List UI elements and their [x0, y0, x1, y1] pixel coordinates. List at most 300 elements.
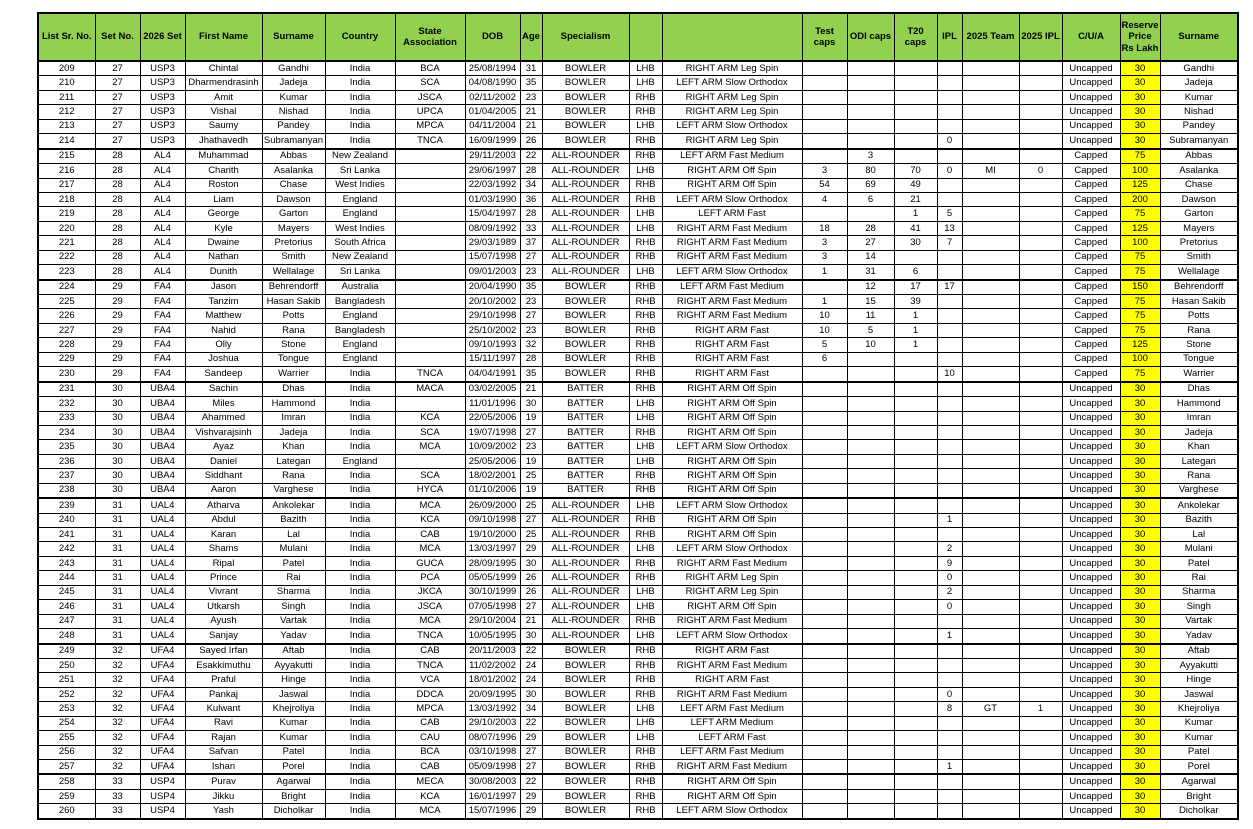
ipl-cell[interactable] [937, 323, 962, 337]
batting_hand-cell[interactable]: RHB [629, 425, 662, 439]
ipl_2025-cell[interactable] [1019, 469, 1062, 483]
odi_caps-cell[interactable] [847, 528, 894, 542]
country-cell[interactable]: West Indies [325, 178, 395, 192]
cua-cell[interactable]: Uncapped [1062, 513, 1120, 527]
age-cell[interactable]: 30 [520, 397, 542, 411]
state_association-cell[interactable] [395, 323, 465, 337]
surname_dup-cell[interactable]: Abbas [1160, 149, 1238, 164]
cua-cell[interactable]: Uncapped [1062, 483, 1120, 498]
surname-cell[interactable]: Khejroliya [262, 702, 325, 716]
batting_hand-cell[interactable]: RHB [629, 745, 662, 759]
surname_dup-cell[interactable]: Dhas [1160, 382, 1238, 397]
state_association-cell[interactable]: SCA [395, 469, 465, 483]
odi_caps-cell[interactable] [847, 425, 894, 439]
dob-cell[interactable]: 22/05/2006 [465, 411, 520, 425]
team_2025-cell[interactable] [962, 571, 1019, 585]
ipl-cell[interactable]: 0 [937, 134, 962, 149]
state_association-cell[interactable] [395, 192, 465, 206]
age-cell[interactable]: 24 [520, 673, 542, 687]
bowling_style-cell[interactable]: LEFT ARM Fast [662, 207, 802, 221]
dob-cell[interactable]: 10/09/2002 [465, 440, 520, 454]
t20_caps-cell[interactable]: 1 [894, 338, 937, 352]
reserve_price-cell[interactable]: 200 [1120, 192, 1160, 206]
test_caps-cell[interactable] [802, 76, 847, 90]
team_2025-cell[interactable] [962, 528, 1019, 542]
state_association-cell[interactable]: DDCA [395, 687, 465, 701]
batting_hand-cell[interactable]: RHB [629, 323, 662, 337]
surname_dup-cell[interactable]: Ankolekar [1160, 498, 1238, 513]
age-cell[interactable]: 30 [520, 556, 542, 570]
batting_hand-cell[interactable]: RHB [629, 236, 662, 250]
first_name-cell[interactable]: Sayed Irfan [185, 644, 262, 659]
state_association-cell[interactable] [395, 295, 465, 309]
batting_hand-cell[interactable]: LHB [629, 440, 662, 454]
bowling_style-cell[interactable]: RIGHT ARM Leg Spin [662, 134, 802, 149]
ipl_2025-cell[interactable] [1019, 192, 1062, 206]
reserve_price-cell[interactable]: 30 [1120, 731, 1160, 745]
first_name-cell[interactable]: Abdul [185, 513, 262, 527]
cua-cell[interactable]: Uncapped [1062, 440, 1120, 454]
reserve_price-cell[interactable]: 30 [1120, 644, 1160, 659]
country-cell[interactable]: India [325, 498, 395, 513]
bowling_style-cell[interactable]: RIGHT ARM Off Spin [662, 483, 802, 498]
list_sr_no-cell[interactable]: 222 [38, 250, 95, 264]
surname_dup-cell[interactable]: Aftab [1160, 644, 1238, 659]
test_caps-cell[interactable] [802, 513, 847, 527]
state_association-cell[interactable]: BCA [395, 61, 465, 76]
surname_dup-cell[interactable]: Stone [1160, 338, 1238, 352]
age-cell[interactable]: 29 [520, 804, 542, 819]
country-cell[interactable]: India [325, 687, 395, 701]
surname-cell[interactable]: Dawson [262, 192, 325, 206]
surname_dup-cell[interactable]: Tongue [1160, 352, 1238, 366]
first_name-cell[interactable]: Kulwant [185, 702, 262, 716]
reserve_price-cell[interactable]: 30 [1120, 411, 1160, 425]
country-cell[interactable]: India [325, 513, 395, 527]
ipl_2025-cell[interactable] [1019, 789, 1062, 803]
team_2025-cell[interactable] [962, 352, 1019, 366]
ipl_2025-cell[interactable] [1019, 716, 1062, 730]
bowling_style-cell[interactable]: RIGHT ARM Fast [662, 352, 802, 366]
set_2026-cell[interactable]: USP3 [140, 90, 185, 104]
surname-cell[interactable]: Jadeja [262, 425, 325, 439]
first_name-cell[interactable]: Praful [185, 673, 262, 687]
ipl_2025-cell[interactable] [1019, 629, 1062, 644]
ipl-cell[interactable]: 9 [937, 556, 962, 570]
batting_hand-cell[interactable]: LHB [629, 702, 662, 716]
team_2025-cell[interactable] [962, 90, 1019, 104]
age-cell[interactable]: 21 [520, 105, 542, 119]
dob-cell[interactable]: 25/08/1994 [465, 61, 520, 76]
ipl-cell[interactable]: 10 [937, 367, 962, 382]
list_sr_no-cell[interactable]: 214 [38, 134, 95, 149]
reserve_price-cell[interactable]: 30 [1120, 789, 1160, 803]
state_association-cell[interactable] [395, 338, 465, 352]
first_name-cell[interactable]: Liam [185, 192, 262, 206]
surname_dup-cell[interactable]: Sharma [1160, 585, 1238, 599]
list_sr_no-cell[interactable]: 240 [38, 513, 95, 527]
batting_hand-cell[interactable]: LHB [629, 164, 662, 178]
odi_caps-cell[interactable] [847, 61, 894, 76]
dob-cell[interactable]: 20/10/2002 [465, 295, 520, 309]
dob-cell[interactable]: 20/11/2003 [465, 644, 520, 659]
test_caps-cell[interactable]: 4 [802, 192, 847, 206]
state_association-cell[interactable]: TNCA [395, 134, 465, 149]
country-cell[interactable]: India [325, 731, 395, 745]
odi_caps-cell[interactable] [847, 76, 894, 90]
surname-cell[interactable]: Asalanka [262, 164, 325, 178]
column-header-ipl_2025[interactable]: 2025 IPL [1019, 13, 1062, 61]
team_2025-cell[interactable] [962, 687, 1019, 701]
team_2025-cell[interactable] [962, 600, 1019, 614]
country-cell[interactable]: West Indies [325, 221, 395, 235]
surname_dup-cell[interactable]: Imran [1160, 411, 1238, 425]
batting_hand-cell[interactable]: RHB [629, 469, 662, 483]
surname-cell[interactable]: Behrendorff [262, 280, 325, 295]
cua-cell[interactable]: Uncapped [1062, 716, 1120, 730]
reserve_price-cell[interactable]: 30 [1120, 687, 1160, 701]
country-cell[interactable]: Sri Lanka [325, 265, 395, 280]
state_association-cell[interactable] [395, 397, 465, 411]
dob-cell[interactable]: 29/11/2003 [465, 149, 520, 164]
first_name-cell[interactable]: Miles [185, 397, 262, 411]
surname-cell[interactable]: Ayyakutti [262, 658, 325, 672]
odi_caps-cell[interactable] [847, 207, 894, 221]
ipl-cell[interactable] [937, 105, 962, 119]
cua-cell[interactable]: Uncapped [1062, 498, 1120, 513]
set_no-cell[interactable]: 31 [95, 629, 140, 644]
cua-cell[interactable]: Uncapped [1062, 585, 1120, 599]
country-cell[interactable]: India [325, 760, 395, 775]
first_name-cell[interactable]: Utkarsh [185, 600, 262, 614]
t20_caps-cell[interactable] [894, 528, 937, 542]
country-cell[interactable]: India [325, 556, 395, 570]
batting_hand-cell[interactable]: RHB [629, 250, 662, 264]
specialism-cell[interactable]: BOWLER [542, 119, 629, 133]
test_caps-cell[interactable] [802, 280, 847, 295]
team_2025-cell[interactable] [962, 119, 1019, 133]
t20_caps-cell[interactable] [894, 352, 937, 366]
surname-cell[interactable]: Abbas [262, 149, 325, 164]
surname_dup-cell[interactable]: Potts [1160, 309, 1238, 323]
list_sr_no-cell[interactable]: 226 [38, 309, 95, 323]
test_caps-cell[interactable] [802, 105, 847, 119]
list_sr_no-cell[interactable]: 241 [38, 528, 95, 542]
state_association-cell[interactable]: SCA [395, 76, 465, 90]
ipl_2025-cell[interactable] [1019, 207, 1062, 221]
set_2026-cell[interactable]: FA4 [140, 338, 185, 352]
odi_caps-cell[interactable] [847, 687, 894, 701]
first_name-cell[interactable]: Muhammad [185, 149, 262, 164]
cua-cell[interactable]: Uncapped [1062, 119, 1120, 133]
list_sr_no-cell[interactable]: 237 [38, 469, 95, 483]
reserve_price-cell[interactable]: 100 [1120, 236, 1160, 250]
first_name-cell[interactable]: Nahid [185, 323, 262, 337]
surname_dup-cell[interactable]: Rai [1160, 571, 1238, 585]
state_association-cell[interactable] [395, 280, 465, 295]
specialism-cell[interactable]: ALL-ROUNDER [542, 600, 629, 614]
list_sr_no-cell[interactable]: 252 [38, 687, 95, 701]
surname-cell[interactable]: Porel [262, 760, 325, 775]
specialism-cell[interactable]: ALL-ROUNDER [542, 236, 629, 250]
surname-cell[interactable]: Mulani [262, 542, 325, 556]
column-header-surname[interactable]: Surname [262, 13, 325, 61]
t20_caps-cell[interactable]: 17 [894, 280, 937, 295]
surname_dup-cell[interactable]: Khan [1160, 440, 1238, 454]
bowling_style-cell[interactable]: RIGHT ARM Fast [662, 338, 802, 352]
cua-cell[interactable]: Capped [1062, 164, 1120, 178]
reserve_price-cell[interactable]: 30 [1120, 614, 1160, 628]
dob-cell[interactable]: 02/11/2002 [465, 90, 520, 104]
country-cell[interactable]: India [325, 629, 395, 644]
team_2025-cell[interactable] [962, 411, 1019, 425]
dob-cell[interactable]: 03/02/2005 [465, 382, 520, 397]
test_caps-cell[interactable] [802, 498, 847, 513]
set_no-cell[interactable]: 31 [95, 585, 140, 599]
dob-cell[interactable]: 30/10/1999 [465, 585, 520, 599]
surname-cell[interactable]: Smith [262, 250, 325, 264]
surname_dup-cell[interactable]: Bazith [1160, 513, 1238, 527]
first_name-cell[interactable]: Jhathavedh [185, 134, 262, 149]
first_name-cell[interactable]: Rajan [185, 731, 262, 745]
batting_hand-cell[interactable]: RHB [629, 804, 662, 819]
cua-cell[interactable]: Uncapped [1062, 731, 1120, 745]
reserve_price-cell[interactable]: 30 [1120, 397, 1160, 411]
test_caps-cell[interactable] [802, 644, 847, 659]
set_2026-cell[interactable]: FA4 [140, 323, 185, 337]
test_caps-cell[interactable]: 3 [802, 250, 847, 264]
set_2026-cell[interactable]: USP3 [140, 76, 185, 90]
bowling_style-cell[interactable]: RIGHT ARM Off Spin [662, 411, 802, 425]
t20_caps-cell[interactable]: 30 [894, 236, 937, 250]
surname-cell[interactable]: Gandhi [262, 61, 325, 76]
bowling_style-cell[interactable]: RIGHT ARM Off Spin [662, 513, 802, 527]
odi_caps-cell[interactable] [847, 411, 894, 425]
odi_caps-cell[interactable]: 5 [847, 323, 894, 337]
first_name-cell[interactable]: Sandeep [185, 367, 262, 382]
odi_caps-cell[interactable] [847, 673, 894, 687]
set_2026-cell[interactable]: UBA4 [140, 411, 185, 425]
reserve_price-cell[interactable]: 30 [1120, 382, 1160, 397]
specialism-cell[interactable]: ALL-ROUNDER [542, 513, 629, 527]
surname-cell[interactable]: Jadeja [262, 76, 325, 90]
test_caps-cell[interactable] [802, 61, 847, 76]
list_sr_no-cell[interactable]: 239 [38, 498, 95, 513]
specialism-cell[interactable]: BOWLER [542, 61, 629, 76]
first_name-cell[interactable]: Ishan [185, 760, 262, 775]
age-cell[interactable]: 22 [520, 644, 542, 659]
set_2026-cell[interactable]: USP4 [140, 789, 185, 803]
country-cell[interactable]: England [325, 352, 395, 366]
list_sr_no-cell[interactable]: 225 [38, 295, 95, 309]
ipl-cell[interactable] [937, 614, 962, 628]
odi_caps-cell[interactable]: 10 [847, 338, 894, 352]
set_no-cell[interactable]: 27 [95, 90, 140, 104]
surname-cell[interactable]: Rana [262, 469, 325, 483]
t20_caps-cell[interactable] [894, 498, 937, 513]
t20_caps-cell[interactable]: 21 [894, 192, 937, 206]
set_2026-cell[interactable]: FA4 [140, 295, 185, 309]
state_association-cell[interactable]: MCA [395, 498, 465, 513]
team_2025-cell[interactable] [962, 644, 1019, 659]
bowling_style-cell[interactable]: RIGHT ARM Leg Spin [662, 585, 802, 599]
country-cell[interactable]: India [325, 528, 395, 542]
cua-cell[interactable]: Uncapped [1062, 658, 1120, 672]
cua-cell[interactable]: Uncapped [1062, 789, 1120, 803]
dob-cell[interactable]: 04/08/1990 [465, 76, 520, 90]
cua-cell[interactable]: Capped [1062, 236, 1120, 250]
first_name-cell[interactable]: Ahammed [185, 411, 262, 425]
reserve_price-cell[interactable]: 30 [1120, 673, 1160, 687]
list_sr_no-cell[interactable]: 249 [38, 644, 95, 659]
dob-cell[interactable]: 29/03/1989 [465, 236, 520, 250]
state_association-cell[interactable] [395, 352, 465, 366]
first_name-cell[interactable]: Jikku [185, 789, 262, 803]
test_caps-cell[interactable] [802, 774, 847, 789]
specialism-cell[interactable]: BATTER [542, 469, 629, 483]
batting_hand-cell[interactable]: LHB [629, 61, 662, 76]
ipl_2025-cell[interactable] [1019, 571, 1062, 585]
cua-cell[interactable]: Uncapped [1062, 687, 1120, 701]
surname_dup-cell[interactable]: Jaswal [1160, 687, 1238, 701]
ipl_2025-cell[interactable] [1019, 745, 1062, 759]
age-cell[interactable]: 22 [520, 149, 542, 164]
age-cell[interactable]: 23 [520, 90, 542, 104]
first_name-cell[interactable]: Matthew [185, 309, 262, 323]
ipl-cell[interactable] [937, 61, 962, 76]
state_association-cell[interactable] [395, 250, 465, 264]
test_caps-cell[interactable] [802, 425, 847, 439]
column-header-bowling_style[interactable] [662, 13, 802, 61]
set_2026-cell[interactable]: AL4 [140, 164, 185, 178]
age-cell[interactable]: 21 [520, 119, 542, 133]
test_caps-cell[interactable] [802, 134, 847, 149]
ipl-cell[interactable]: 1 [937, 629, 962, 644]
set_no-cell[interactable]: 31 [95, 528, 140, 542]
batting_hand-cell[interactable]: RHB [629, 483, 662, 498]
ipl_2025-cell[interactable]: 0 [1019, 164, 1062, 178]
set_2026-cell[interactable]: FA4 [140, 352, 185, 366]
team_2025-cell[interactable] [962, 556, 1019, 570]
test_caps-cell[interactable] [802, 454, 847, 468]
reserve_price-cell[interactable]: 30 [1120, 61, 1160, 76]
bowling_style-cell[interactable]: RIGHT ARM Fast Medium [662, 687, 802, 701]
bowling_style-cell[interactable]: RIGHT ARM Leg Spin [662, 90, 802, 104]
state_association-cell[interactable] [395, 265, 465, 280]
ipl-cell[interactable]: 1 [937, 513, 962, 527]
country-cell[interactable]: India [325, 600, 395, 614]
cua-cell[interactable]: Capped [1062, 192, 1120, 206]
set_2026-cell[interactable]: FA4 [140, 367, 185, 382]
bowling_style-cell[interactable]: LEFT ARM Slow Orthodox [662, 498, 802, 513]
set_no-cell[interactable]: 28 [95, 149, 140, 164]
first_name-cell[interactable]: Ayaz [185, 440, 262, 454]
list_sr_no-cell[interactable]: 233 [38, 411, 95, 425]
odi_caps-cell[interactable] [847, 498, 894, 513]
cua-cell[interactable]: Capped [1062, 265, 1120, 280]
country-cell[interactable]: India [325, 585, 395, 599]
surname_dup-cell[interactable]: Hammond [1160, 397, 1238, 411]
batting_hand-cell[interactable]: RHB [629, 760, 662, 775]
team_2025-cell[interactable] [962, 207, 1019, 221]
surname-cell[interactable]: Bazith [262, 513, 325, 527]
set_2026-cell[interactable]: AL4 [140, 221, 185, 235]
set_2026-cell[interactable]: UBA4 [140, 469, 185, 483]
t20_caps-cell[interactable] [894, 556, 937, 570]
country-cell[interactable]: England [325, 207, 395, 221]
column-header-first_name[interactable]: First Name [185, 13, 262, 61]
set_no-cell[interactable]: 29 [95, 295, 140, 309]
surname-cell[interactable]: Potts [262, 309, 325, 323]
list_sr_no-cell[interactable]: 256 [38, 745, 95, 759]
set_no-cell[interactable]: 28 [95, 250, 140, 264]
reserve_price-cell[interactable]: 30 [1120, 571, 1160, 585]
ipl_2025-cell[interactable] [1019, 323, 1062, 337]
reserve_price-cell[interactable]: 30 [1120, 498, 1160, 513]
list_sr_no-cell[interactable]: 232 [38, 397, 95, 411]
set_2026-cell[interactable]: UFA4 [140, 644, 185, 659]
odi_caps-cell[interactable] [847, 105, 894, 119]
set_2026-cell[interactable]: UAL4 [140, 556, 185, 570]
team_2025-cell[interactable] [962, 134, 1019, 149]
specialism-cell[interactable]: BOWLER [542, 702, 629, 716]
ipl-cell[interactable] [937, 178, 962, 192]
set_no-cell[interactable]: 27 [95, 134, 140, 149]
test_caps-cell[interactable]: 10 [802, 309, 847, 323]
team_2025-cell[interactable] [962, 469, 1019, 483]
odi_caps-cell[interactable] [847, 352, 894, 366]
surname-cell[interactable]: Dhas [262, 382, 325, 397]
test_caps-cell[interactable] [802, 571, 847, 585]
surname_dup-cell[interactable]: Jadeja [1160, 76, 1238, 90]
set_2026-cell[interactable]: USP3 [140, 105, 185, 119]
dob-cell[interactable]: 11/02/2002 [465, 658, 520, 672]
reserve_price-cell[interactable]: 30 [1120, 804, 1160, 819]
surname_dup-cell[interactable]: Patel [1160, 556, 1238, 570]
state_association-cell[interactable]: MACA [395, 382, 465, 397]
t20_caps-cell[interactable] [894, 789, 937, 803]
set_2026-cell[interactable]: UAL4 [140, 542, 185, 556]
state_association-cell[interactable] [395, 221, 465, 235]
specialism-cell[interactable]: ALL-ROUNDER [542, 178, 629, 192]
reserve_price-cell[interactable]: 30 [1120, 629, 1160, 644]
set_no-cell[interactable]: 32 [95, 702, 140, 716]
surname-cell[interactable]: Dicholkar [262, 804, 325, 819]
surname-cell[interactable]: Chase [262, 178, 325, 192]
t20_caps-cell[interactable] [894, 731, 937, 745]
first_name-cell[interactable]: Nathan [185, 250, 262, 264]
country-cell[interactable]: India [325, 673, 395, 687]
odi_caps-cell[interactable] [847, 397, 894, 411]
set_no-cell[interactable]: 32 [95, 716, 140, 730]
country-cell[interactable]: India [325, 745, 395, 759]
first_name-cell[interactable]: Joshua [185, 352, 262, 366]
test_caps-cell[interactable] [802, 207, 847, 221]
team_2025-cell[interactable] [962, 614, 1019, 628]
list_sr_no-cell[interactable]: 209 [38, 61, 95, 76]
reserve_price-cell[interactable]: 30 [1120, 760, 1160, 775]
specialism-cell[interactable]: BOWLER [542, 134, 629, 149]
set_2026-cell[interactable]: USP4 [140, 774, 185, 789]
list_sr_no-cell[interactable]: 243 [38, 556, 95, 570]
age-cell[interactable]: 25 [520, 469, 542, 483]
country-cell[interactable]: India [325, 614, 395, 628]
test_caps-cell[interactable] [802, 542, 847, 556]
country-cell[interactable]: India [325, 702, 395, 716]
country-cell[interactable]: India [325, 571, 395, 585]
age-cell[interactable]: 30 [520, 687, 542, 701]
ipl_2025-cell[interactable] [1019, 454, 1062, 468]
